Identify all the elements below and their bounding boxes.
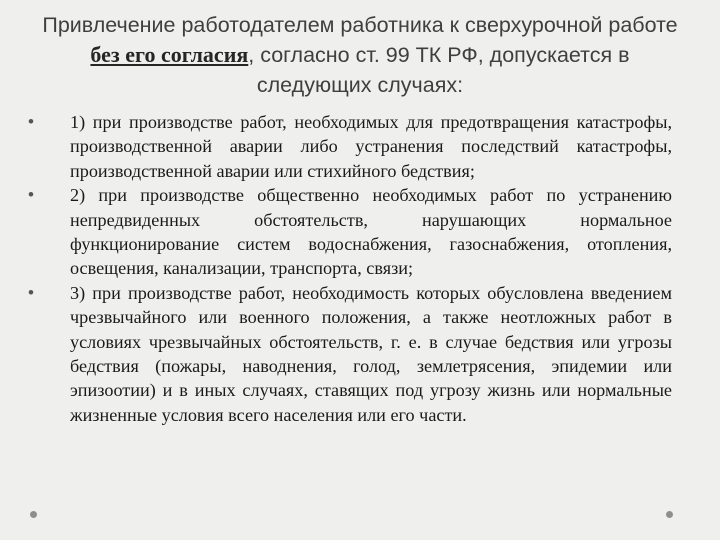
list-item-text: 2) при производстве общественно необходимых работ по устранению непредвиденных обстоятельств, нарушающих нормальное функционирование систем водоснабжения, газоснабжения, отопления, освещения, канализации, транспорта, связи; — [70, 185, 672, 279]
list-item-text: 3) при производстве работ, необходимость которых обусловлена введением чрезвычайного или военного положения, а также неотложных работ в условиях чрезвычайных обстоятельств, г. е. в случае бедствия или угрозы бедствия (пожары, наводнения, голод, землетрясения, эпидемии или эпизоотии) и в иных случаях, ставящих под угрозу жизнь или нормальные жизненные условия всего населения или его части. — [70, 282, 672, 425]
list-item — [20, 110, 672, 183]
title-emphasis: без его согласия — [90, 42, 249, 67]
list-item — [20, 183, 672, 281]
bullet-icon: • — [28, 185, 34, 205]
slide-title — [40, 10, 680, 100]
title-text-end: , согласно ст. 99 ТК РФ, допускается в следующих случаях: — [248, 43, 630, 97]
list-item-text: 1) при производстве работ, необходимых для предотвращения катастрофы, производственной аварии либо устранения последствий катастрофы, производственной аварии или стихийного бедствия; — [70, 112, 672, 181]
list-item — [20, 281, 672, 427]
bullet-icon: • — [28, 282, 34, 302]
title-text-start: Привлечение работодателем работника к сверхурочной работе — [42, 13, 678, 37]
bullet-icon: • — [28, 112, 34, 131]
decorative-dot-icon — [30, 511, 37, 518]
decorative-dot-icon — [666, 511, 673, 518]
cases-list — [20, 110, 672, 427]
